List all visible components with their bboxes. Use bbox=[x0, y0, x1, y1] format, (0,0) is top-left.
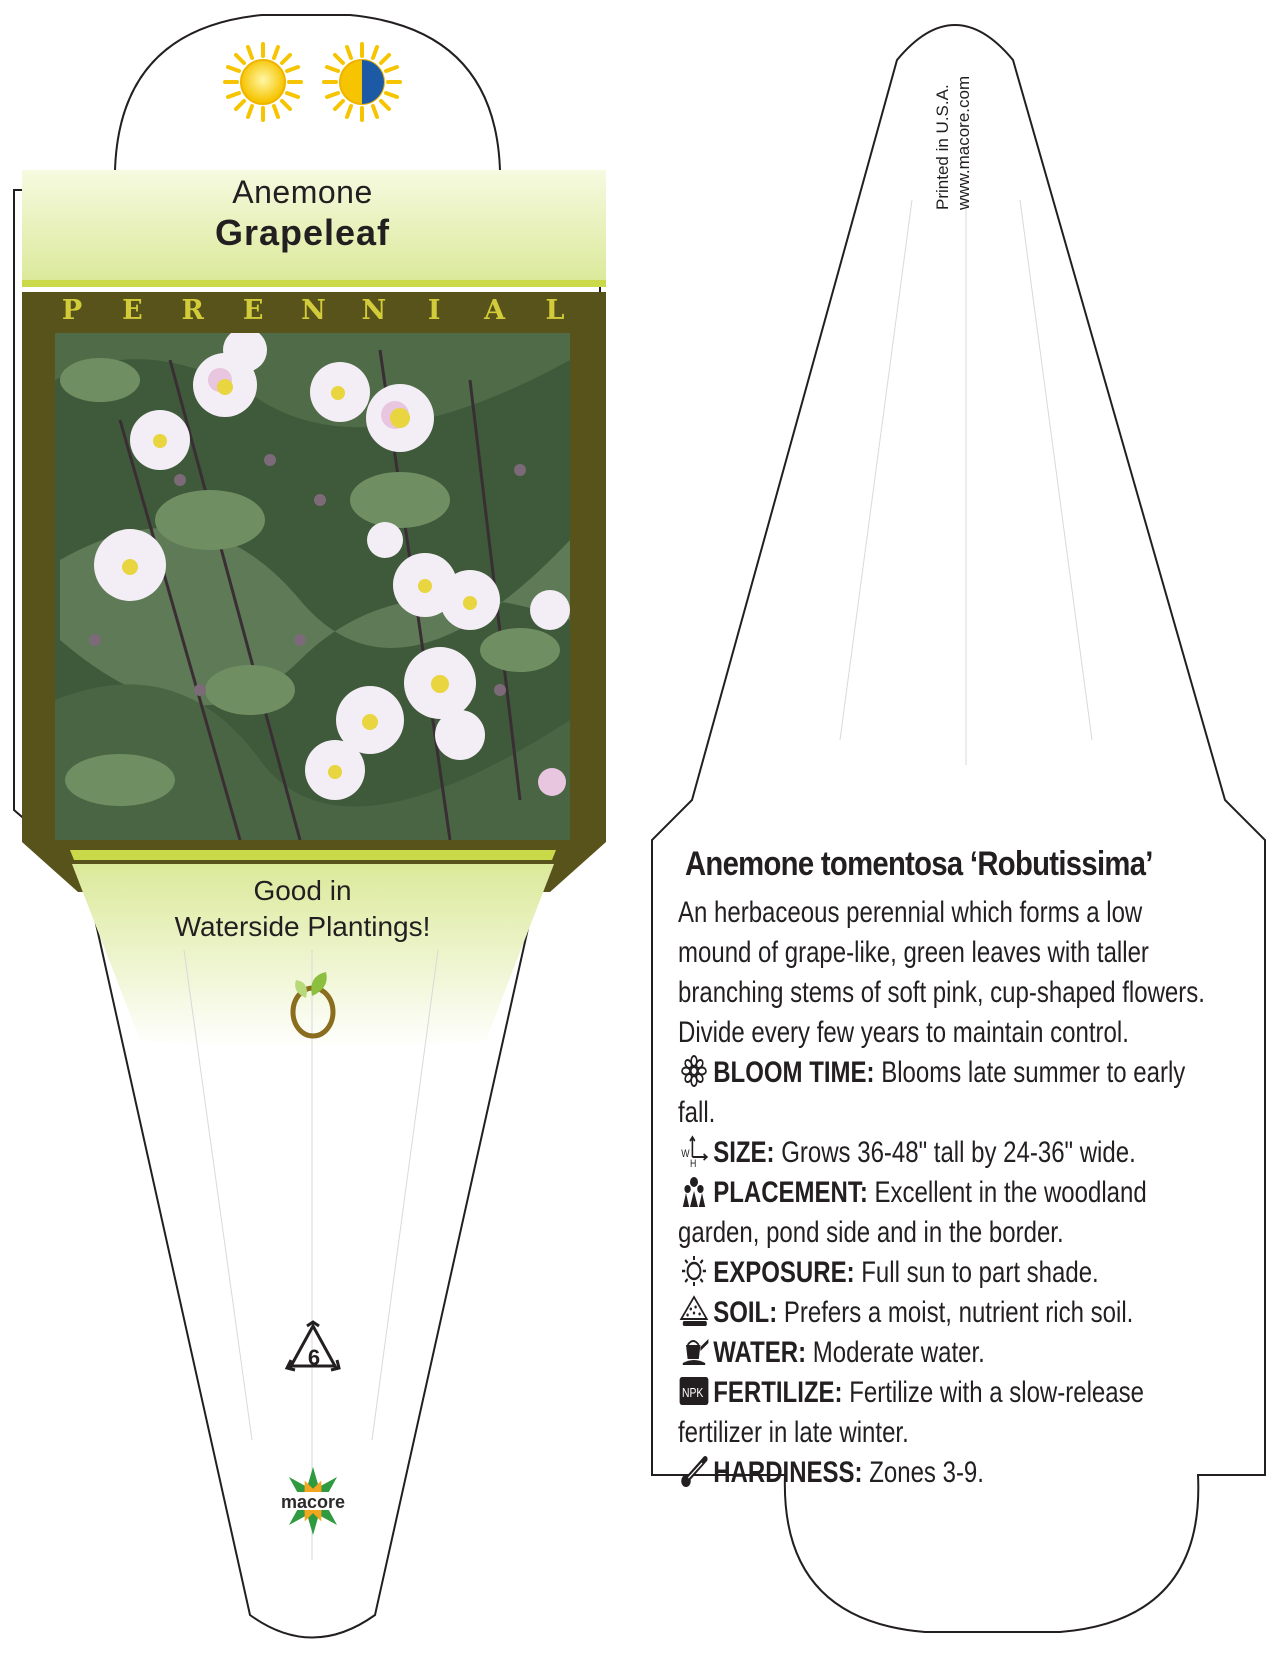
size-icon-h: H bbox=[690, 1158, 697, 1167]
care-info bbox=[678, 893, 1206, 1493]
leaf-seed-icon bbox=[286, 968, 340, 1040]
exposure-row bbox=[678, 1253, 1206, 1293]
common-name: Anemone bbox=[232, 174, 373, 210]
tagline-line-1: Good in bbox=[253, 875, 352, 906]
category-letter: E bbox=[242, 294, 264, 326]
placement-value: Excellent in the woodland garden, pond side and in the border. bbox=[678, 1176, 1147, 1249]
size-label: SIZE: bbox=[713, 1136, 775, 1169]
recycle-code: 6 bbox=[307, 1345, 321, 1370]
soil-icon bbox=[678, 1295, 710, 1327]
fertilize-label: FERTILIZE: bbox=[713, 1376, 843, 1409]
category-letter: R bbox=[181, 294, 204, 326]
exposure-value: Full sun to part shade. bbox=[861, 1256, 1099, 1289]
bloom-time-row bbox=[678, 1053, 1206, 1133]
hardiness-value: Zones 3-9. bbox=[869, 1456, 984, 1489]
npk-icon-text: NPK bbox=[682, 1385, 704, 1401]
part-shade-icon bbox=[322, 42, 402, 122]
hardiness-label: HARDINESS: bbox=[713, 1456, 863, 1489]
variety-name: Grapeleaf bbox=[214, 212, 391, 253]
plant-photo bbox=[55, 328, 570, 840]
soil-row bbox=[678, 1293, 1206, 1333]
soil-label: SOIL: bbox=[713, 1296, 778, 1329]
fertilize-row bbox=[678, 1373, 1206, 1453]
soil-value: Prefers a moist, nutrient rich soil. bbox=[783, 1296, 1134, 1329]
bloom-time-label: BLOOM TIME: bbox=[713, 1056, 875, 1089]
category-letter: N bbox=[361, 294, 387, 326]
placement-icon bbox=[678, 1175, 710, 1207]
water-label: WATER: bbox=[713, 1336, 807, 1369]
hardiness-row bbox=[678, 1453, 1206, 1493]
water-value: Moderate water. bbox=[812, 1336, 985, 1369]
botanical-name: Anemone tomentosa ‘Robutissima’ bbox=[685, 845, 1153, 883]
bloom-time-value: Blooms late summer to early fall. bbox=[678, 1056, 1186, 1129]
description: An herbaceous perennial which forms a low mound of grape-like, green leaves with taller branching stems of soft pink, cup-shaped flowers. Divide every few years to maintain control. bbox=[678, 896, 1205, 1049]
category-letter: L bbox=[545, 294, 565, 326]
size-row bbox=[678, 1133, 1206, 1173]
sun-outline-icon bbox=[678, 1255, 710, 1287]
exposure-label: EXPOSURE: bbox=[713, 1256, 855, 1289]
watering-can-icon bbox=[678, 1335, 710, 1367]
category-label bbox=[57, 295, 570, 325]
website: www.macore.com bbox=[954, 75, 973, 210]
category-letter: P bbox=[61, 294, 83, 326]
fertilize-value: Fertilize with a slow-release fertilizer in late winter. bbox=[678, 1376, 1144, 1449]
printed-info bbox=[932, 76, 974, 210]
size-icon bbox=[678, 1135, 710, 1167]
placement-label: PLACEMENT: bbox=[713, 1176, 868, 1209]
size-value: Grows 36-48" tall by 24-36" wide. bbox=[781, 1136, 1136, 1169]
water-row bbox=[678, 1333, 1206, 1373]
full-sun-icon bbox=[223, 42, 303, 122]
tagline-line-2: Waterside Plantings! bbox=[174, 911, 431, 942]
category-letter: E bbox=[122, 294, 143, 326]
brand-name: macore bbox=[280, 1492, 346, 1512]
printed-country: Printed in U.S.A. bbox=[933, 84, 952, 210]
flower-icon bbox=[678, 1055, 710, 1087]
category-letter: A bbox=[484, 294, 506, 326]
thermometer-icon bbox=[678, 1455, 710, 1487]
npk-icon bbox=[678, 1375, 710, 1407]
category-letter: I bbox=[427, 294, 441, 326]
category-letter: N bbox=[301, 294, 326, 326]
size-icon-w: W bbox=[681, 1148, 690, 1161]
placement-row bbox=[678, 1173, 1206, 1253]
